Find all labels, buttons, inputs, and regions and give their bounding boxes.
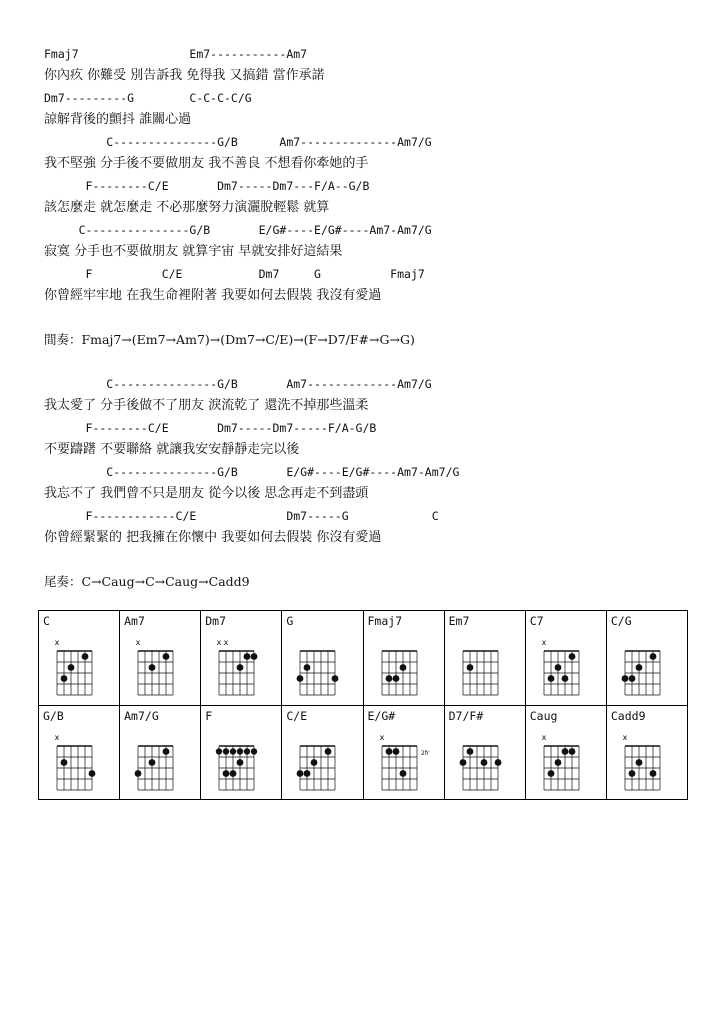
finger-dot	[466, 748, 473, 755]
finger-dot	[554, 759, 561, 766]
muted-string-mark: x	[379, 732, 384, 742]
finger-dot	[149, 759, 156, 766]
finger-dot	[635, 759, 642, 766]
chord-cell	[120, 611, 201, 706]
finger-dot	[649, 770, 656, 777]
lyric-line: 寂寞 分手也不要做朋友 就算宇宙 早就安排好這結果	[44, 244, 343, 259]
chord-cell	[526, 611, 607, 706]
chord-name: F	[205, 708, 213, 723]
finger-dot	[466, 664, 473, 671]
chord-cell	[526, 706, 607, 801]
finger-dot	[568, 748, 575, 755]
lyric-line: 諒解背後的顫抖 誰關心過	[44, 112, 192, 127]
lyric-line: 你曾經緊緊的 把我擁在你懷中 我要如何去假裝 你沒有愛過	[44, 530, 382, 545]
finger-dot	[163, 748, 170, 755]
barre-dot	[216, 748, 222, 754]
finger-dot	[61, 675, 68, 682]
finger-dot	[392, 748, 399, 755]
finger-dot	[628, 675, 635, 682]
chord-name: C/E	[286, 708, 308, 723]
chord-diagram	[207, 635, 271, 701]
chord-diagram	[126, 730, 190, 796]
lyric-line: 不要躊躇 不要聯絡 就讓我安安靜靜走完以後	[44, 442, 300, 457]
finger-dot	[547, 770, 554, 777]
finger-dot	[385, 748, 392, 755]
finger-dot	[135, 770, 142, 777]
finger-dot	[399, 770, 406, 777]
section-line: 間奏：Fmaj7→(Em7→Am7)→(Dm7→C/E)→(F→D7/F#→G→G)	[44, 332, 415, 347]
chord-line: F--------C/E Dm7-----Dm7-----F/A-G/B	[44, 421, 377, 435]
chord-cell	[39, 611, 120, 706]
chord-diagram	[451, 730, 515, 796]
finger-dot	[635, 664, 642, 671]
finger-dot	[649, 653, 656, 660]
chord-line: F------------C/E Dm7-----G C	[44, 509, 439, 523]
finger-dot	[297, 675, 304, 682]
fret-position-label: 2fr	[420, 749, 429, 757]
chord-name: Dm7	[205, 614, 227, 628]
chord-name: G/B	[43, 708, 64, 723]
barre-dot	[230, 748, 236, 754]
finger-dot	[68, 664, 75, 671]
chord-name: Caug	[529, 708, 558, 723]
lyric-line: 我不堅強 分手後不要做朋友 我不善良 不想看你牽她的手	[44, 156, 369, 171]
chord-diagram	[370, 635, 434, 701]
chord-diagram	[532, 730, 596, 796]
chord-line: C---------------G/B Am7-------------Am7/G	[44, 377, 432, 391]
finger-dot	[568, 653, 575, 660]
chord-diagram-table	[38, 610, 688, 800]
barre-dot	[223, 748, 229, 754]
finger-dot	[480, 759, 487, 766]
chord-line: C---------------G/B Am7--------------Am7/G	[44, 135, 432, 149]
muted-string-mark: x	[54, 638, 60, 647]
finger-dot	[399, 664, 406, 671]
chord-line: F C/E Dm7 G Fmaj7	[44, 267, 425, 281]
chord-diagram	[451, 635, 515, 701]
finger-dot	[459, 759, 466, 766]
lyric-line: 我忘不了 我們曾不只是朋友 從今以後 思念再走不到盡頭	[44, 486, 369, 501]
chord-name: Cadd9	[610, 708, 646, 723]
muted-string-mark: x	[541, 732, 547, 742]
chord-line: F--------C/E Dm7-----Dm7---F/A--G/B	[44, 179, 370, 193]
finger-dot	[561, 748, 568, 755]
section-line: 尾奏：C→Caug→C→Caug→Cadd9	[44, 574, 250, 589]
chord-name: Fmaj7	[367, 614, 403, 628]
chord-cell	[607, 611, 688, 706]
finger-dot	[325, 748, 332, 755]
chord-cell	[364, 611, 445, 706]
finger-dot	[149, 664, 156, 671]
chord-cell	[282, 706, 363, 801]
chord-cell	[39, 706, 120, 801]
chord-diagram	[45, 730, 109, 796]
chord-cell	[445, 706, 526, 801]
finger-dot	[230, 770, 237, 777]
chord-line: C---------------G/B E/G#----E/G#----Am7-Am7/G	[44, 223, 432, 237]
chord-cell	[282, 611, 363, 706]
finger-dot	[244, 653, 251, 660]
chord-diagram	[126, 635, 190, 701]
finger-dot	[251, 653, 258, 660]
finger-dot	[304, 664, 311, 671]
chord-cell	[607, 706, 688, 801]
finger-dot	[392, 675, 399, 682]
chord-name: Em7	[448, 614, 470, 628]
chord-name: C/G	[610, 614, 632, 628]
chord-cell	[445, 611, 526, 706]
lyric-line: 你內疚 你難受 別告訴我 免得我 又搞錯 當作承諾	[44, 68, 325, 83]
finger-dot	[332, 675, 339, 682]
chord-name: C	[43, 614, 50, 628]
finger-dot	[621, 675, 628, 682]
finger-dot	[237, 759, 244, 766]
chord-diagram	[45, 635, 109, 701]
chord-diagram	[532, 635, 596, 701]
chord-name: C7	[529, 614, 544, 628]
lyric-line: 我太愛了 分手後做不了朋友 淚流乾了 還洗不掉那些溫柔	[44, 398, 369, 413]
chord-name: D7/F#	[448, 708, 484, 723]
finger-dot	[385, 675, 392, 682]
chord-name: Am7	[124, 614, 145, 628]
finger-dot	[628, 770, 635, 777]
finger-dot	[89, 770, 96, 777]
barre-dot	[251, 748, 257, 754]
finger-dot	[311, 759, 318, 766]
barre-dot	[237, 748, 243, 754]
chord-name: Am7/G	[124, 708, 159, 723]
chord-diagram	[207, 730, 271, 796]
finger-dot	[297, 770, 304, 777]
finger-dot	[547, 675, 554, 682]
chord-diagram	[288, 635, 352, 701]
finger-dot	[237, 664, 244, 671]
chord-cell	[120, 706, 201, 801]
chord-line: Fmaj7 Em7-----------Am7	[44, 47, 308, 61]
finger-dot	[561, 675, 568, 682]
muted-string-mark: x	[135, 638, 141, 647]
chord-diagram	[613, 635, 677, 701]
finger-dot	[223, 770, 230, 777]
chord-name: E/G#	[367, 708, 396, 723]
chord-line: C---------------G/B E/G#----E/G#----Am7-Am7/G	[44, 465, 460, 479]
chord-cell	[201, 706, 282, 801]
chord-diagram	[613, 730, 677, 796]
muted-string-mark: x	[541, 638, 547, 647]
finger-dot	[82, 653, 89, 660]
finger-dot	[163, 653, 170, 660]
lyric-line: 你曾經牢牢地 在我生命裡附著 我要如何去假裝 我沒有愛過	[44, 288, 382, 303]
finger-dot	[304, 770, 311, 777]
chord-name: G	[286, 614, 294, 628]
chord-cell	[201, 611, 282, 706]
chord-diagram	[370, 730, 434, 796]
barre-dot	[244, 748, 250, 754]
finger-dot	[61, 759, 68, 766]
lyric-line: 該怎麼走 就怎麼走 不必那麼努力演灑脫輕鬆 就算	[44, 200, 330, 215]
muted-string-mark: x	[216, 638, 222, 647]
muted-string-mark: x	[223, 638, 229, 647]
finger-dot	[494, 759, 501, 766]
chord-line: Dm7---------G C-C-C-C/G	[44, 91, 252, 105]
finger-dot	[554, 664, 561, 671]
muted-string-mark: x	[54, 732, 60, 742]
chord-cell	[364, 706, 445, 801]
chord-diagram	[288, 730, 352, 796]
muted-string-mark: x	[622, 732, 628, 742]
